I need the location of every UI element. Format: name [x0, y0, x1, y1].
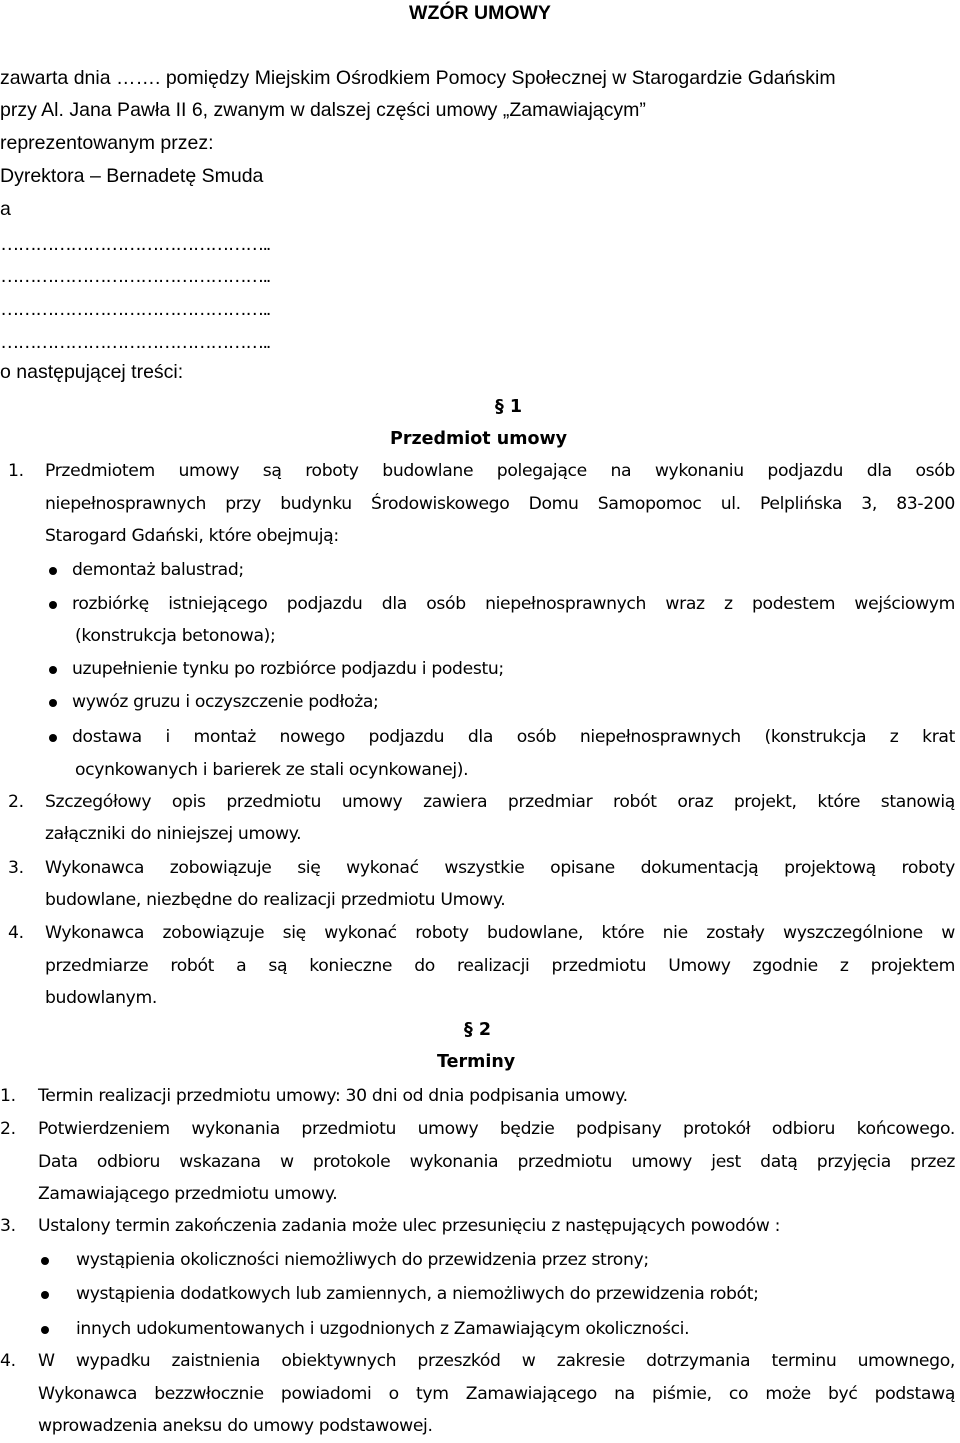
bullet-dot — [41, 1291, 49, 1299]
s1-bullet-2-line-2: (konstrukcja betonowa); — [75, 626, 276, 646]
bullet-dot — [49, 601, 57, 609]
intro-dots-3: ……………………………………….. — [0, 298, 270, 320]
intro-dots-1: ……………………………………….. — [0, 233, 270, 255]
s2-item-4-line-3: wprowadzenia aneksu do umowy podstawowej. — [38, 1416, 433, 1436]
s1-bullet-1: demontaż balustrad; — [72, 560, 244, 580]
s2-item-1-number: 1. — [0, 1086, 16, 1106]
s2-item-3-number: 3. — [0, 1216, 16, 1236]
intro-dots-2: ……………………………………….. — [0, 265, 270, 287]
s1-item-1-line-1: Przedmiotem umowy są roboty budowlane polegające na wykonaniu podjazdu dla osób — [45, 461, 955, 481]
section-1-heading: Przedmiot umowy — [390, 429, 568, 449]
s1-item-3-line-1: Wykonawca zobowiązuje się wykonać wszystkie opisane dokumentacją projektową roboty — [45, 858, 955, 878]
s1-item-2-number: 2. — [8, 792, 24, 812]
s2-item-2-number: 2. — [0, 1119, 16, 1139]
s1-bullet-5-line-1: dostawa i montaż nowego podjazdu dla osób niepełnosprawnych (konstrukcja z krat — [72, 727, 955, 747]
intro-line-5: a — [0, 198, 11, 220]
s1-item-4-number: 4. — [8, 923, 24, 943]
s2-item-4-line-2: Wykonawca bezzwłocznie powiadomi o tym Zamawiającego na piśmie, co może być podstawą — [38, 1384, 955, 1404]
s2-bullet-3: innych udokumentowanych i uzgodnionych z Zamawiającym okoliczności. — [76, 1319, 690, 1339]
s1-item-3-line-2: budowlane, niezbędne do realizacji przedmiotu Umowy. — [45, 890, 506, 910]
bullet-dot — [49, 699, 57, 707]
bullet-dot — [49, 734, 57, 742]
s2-item-4-number: 4. — [0, 1351, 16, 1371]
section-2-heading: Terminy — [437, 1052, 516, 1072]
s1-item-4-line-3: budowlanym. — [45, 988, 158, 1008]
s2-item-1-line-1: Termin realizacji przedmiotu umowy: 30 dni od dnia podpisania umowy. — [38, 1086, 628, 1106]
s1-item-1-line-2: niepełnosprawnych przy budynku Środowiskowego Domu Samopomoc ul. Pelplińska 3, 83-200 — [45, 494, 955, 514]
s1-item-1-line-3: Starogard Gdański, które obejmują: — [45, 526, 339, 546]
document-title: WZÓR UMOWY — [409, 2, 551, 24]
section-2-sign: § 2 — [464, 1020, 492, 1040]
s2-item-2-line-1: Potwierdzeniem wykonania przedmiotu umowy będzie podpisany protokół odbioru końcowego. — [38, 1119, 955, 1139]
s2-item-4-line-1: W wypadku zaistnienia obiektywnych przeszkód w zakresie dotrzymania terminu umownego, — [38, 1351, 955, 1371]
bullet-dot — [49, 666, 57, 674]
s1-item-4-line-2: przedmiarze robót a są konieczne do realizacji przedmiotu Umowy zgodnie z projektem — [45, 956, 955, 976]
s1-bullet-3: uzupełnienie tynku po rozbiórce podjazdu i podestu; — [72, 659, 504, 679]
s1-bullet-2-line-1: rozbiórkę istniejącego podjazdu dla osób niepełnosprawnych wraz z podestem wejściowym — [72, 594, 955, 614]
s1-item-2-line-2: załączniki do niniejszej umowy. — [45, 824, 302, 844]
intro-line-4: Dyrektora – Bernadetę Smuda — [0, 165, 264, 187]
s2-bullet-2: wystąpienia dodatkowych lub zamiennych, a niemożliwych do przewidzenia robót; — [76, 1284, 759, 1304]
s1-item-1-number: 1. — [8, 461, 24, 481]
intro-dots-4: ……………………………………….. — [0, 331, 270, 353]
bullet-dot — [41, 1326, 49, 1334]
bullet-dot — [41, 1257, 49, 1265]
s1-bullet-5-line-2: ocynkowanych i barierek ze stali ocynkowanej). — [75, 760, 469, 780]
s1-bullet-4: wywóz gruzu i oczyszczenie podłoża; — [72, 692, 379, 712]
intro-line-6: o następującej treści: — [0, 361, 184, 383]
s1-item-2-line-1: Szczegółowy opis przedmiotu umowy zawiera przedmiar robót oraz projekt, które stanowią — [45, 792, 955, 812]
s1-item-3-number: 3. — [8, 858, 24, 878]
s1-item-4-line-1: Wykonawca zobowiązuje się wykonać roboty budowlane, które nie zostały wyszczególnione w — [45, 923, 955, 943]
s2-bullet-1: wystąpienia okoliczności niemożliwych do przewidzenia przez strony; — [76, 1250, 649, 1270]
intro-line-3: reprezentowanym przez: — [0, 132, 214, 154]
s2-item-2-line-2: Data odbioru wskazana w protokole wykonania przedmiotu umowy jest datą przyjęcia przez — [38, 1152, 955, 1172]
intro-line-1: zawarta dnia ……. pomiędzy Miejskim Ośrodkiem Pomocy Społecznej w Starogardzie Gdańskim — [0, 67, 836, 89]
intro-line-2: przy Al. Jana Pawła II 6, zwanym w dalszej części umowy „Zamawiającym” — [0, 99, 646, 121]
section-1-sign: § 1 — [495, 397, 523, 417]
s2-item-3-line-1: Ustalony termin zakończenia zadania może ulec przesunięciu z następujących powodów : — [38, 1216, 781, 1236]
s2-item-2-line-3: Zamawiającego przedmiotu umowy. — [38, 1184, 338, 1204]
bullet-dot — [49, 567, 57, 575]
